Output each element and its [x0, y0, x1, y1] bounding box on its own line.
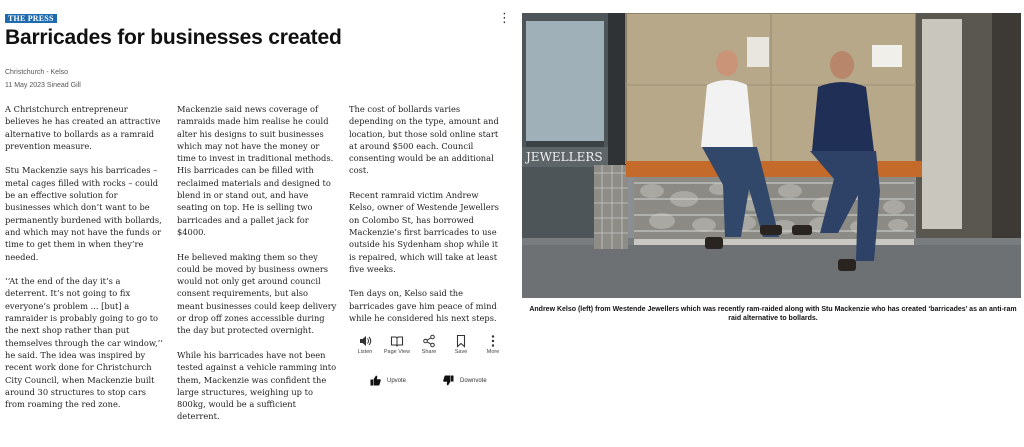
bookmark-icon [445, 333, 477, 347]
paragraph: A Christchurch entrepreneur believes he has created an attractive alternative to bollards as a ramraid prevention measure. [5, 104, 161, 151]
listen-button[interactable] [349, 333, 381, 359]
save-label: Save [454, 349, 468, 355]
paragraph: Stu Mackenzie says his barricades – metal cages filled with rocks – could be an effective solution for businesses which don’t want to be permanently burdened with bollards, and which may not have the funds or time to get them in when they’re needed. [5, 165, 162, 262]
article-column-2 [177, 103, 337, 435]
paragraph: He believed making them so they could be moved by business owners would not only get around council consent requirements, but also meant businesses could keep delivery or drop off zones accessible during the day but protected overnight. [177, 251, 337, 336]
kebab-icon [477, 333, 509, 347]
thumbs-down-icon [443, 371, 454, 390]
save-button[interactable] [445, 333, 477, 359]
book-icon [381, 333, 413, 347]
more-button[interactable] [477, 333, 509, 359]
paragraph: Ten days on, Kelso said the barricades gave him peace of mind while he considered his next steps. [349, 288, 497, 324]
article-photo [522, 13, 1021, 298]
article-column-3 [349, 103, 504, 337]
thumbs-up-icon [370, 371, 381, 390]
shop-sign-text: JEWELLERS [526, 150, 603, 164]
more-options-icon[interactable]: ⋮ [498, 11, 511, 26]
page-view-button[interactable] [381, 333, 413, 359]
article-toolbar [349, 333, 509, 359]
listen-label: Listen [357, 349, 373, 355]
photo-caption: Andrew Kelso (left) from Westende Jewellers which was recently ram-raided along with Stu Mackenzie who has created ‘barricades’ as an anti-ram raid alternative to bollards. [529, 306, 1017, 322]
paragraph: While his barricades have not been tested against a vehicle ramming into them, Mackenzie was confident the large structures, weighing up to 800kg, would be a sufficient deterrent. [177, 349, 337, 422]
share-icon [413, 333, 445, 347]
paragraph: Mackenzie said news coverage of ramraids made him realise he could alter his designs to suit businesses which may not have the money or time to invest in traditional methods. His barricades can be filled with reclaimed materials and designed to blend in or stand out, and have seating on top. He is selling two barricades and a pallet jack for $4000. [177, 104, 334, 237]
paragraph: Recent ramraid victim Andrew Kelso, owner of Westende Jewellers on Colombo St, has borrowed Mackenzie’s first barricades to use outside his Sydenham shop while it is repaired, which will take at least five weeks. [349, 190, 499, 274]
page-view-label: Page View [383, 349, 411, 355]
downvote-button[interactable] [443, 371, 487, 390]
speaker-icon [349, 333, 381, 347]
article-headline: Barricades for businesses created [5, 26, 342, 49]
more-label: More [486, 349, 500, 355]
publication-logo: THE PRESS [5, 14, 57, 23]
share-label: Share [421, 349, 437, 355]
upvote-label: Upvote [387, 377, 407, 384]
paragraph: ‘‘At the end of the day it’s a deterrent. It’s not going to fix everyone’s problem ... [but] a ramraider is probably going to go to the next shop rather than put themselves through the car window,’’ he said. The idea was inspired by recent work done for Christchurch City Council, when Mackenzie built around 30 structures to stop cars from roaming the red zone. [5, 276, 163, 410]
paragraph: The cost of bollards varies depending on the type, amount and location, but those sold online start at around $500 each. Council consenting would be an additional cost. [349, 104, 499, 176]
downvote-label: Downvote [460, 377, 487, 384]
article-section: Christchurch - Kelso [5, 69, 69, 76]
upvote-button[interactable] [370, 371, 406, 390]
article-date-author: 11 May 2023 Sinead Gill [5, 82, 81, 89]
article-column-1 [5, 103, 163, 423]
share-button[interactable] [413, 333, 445, 359]
